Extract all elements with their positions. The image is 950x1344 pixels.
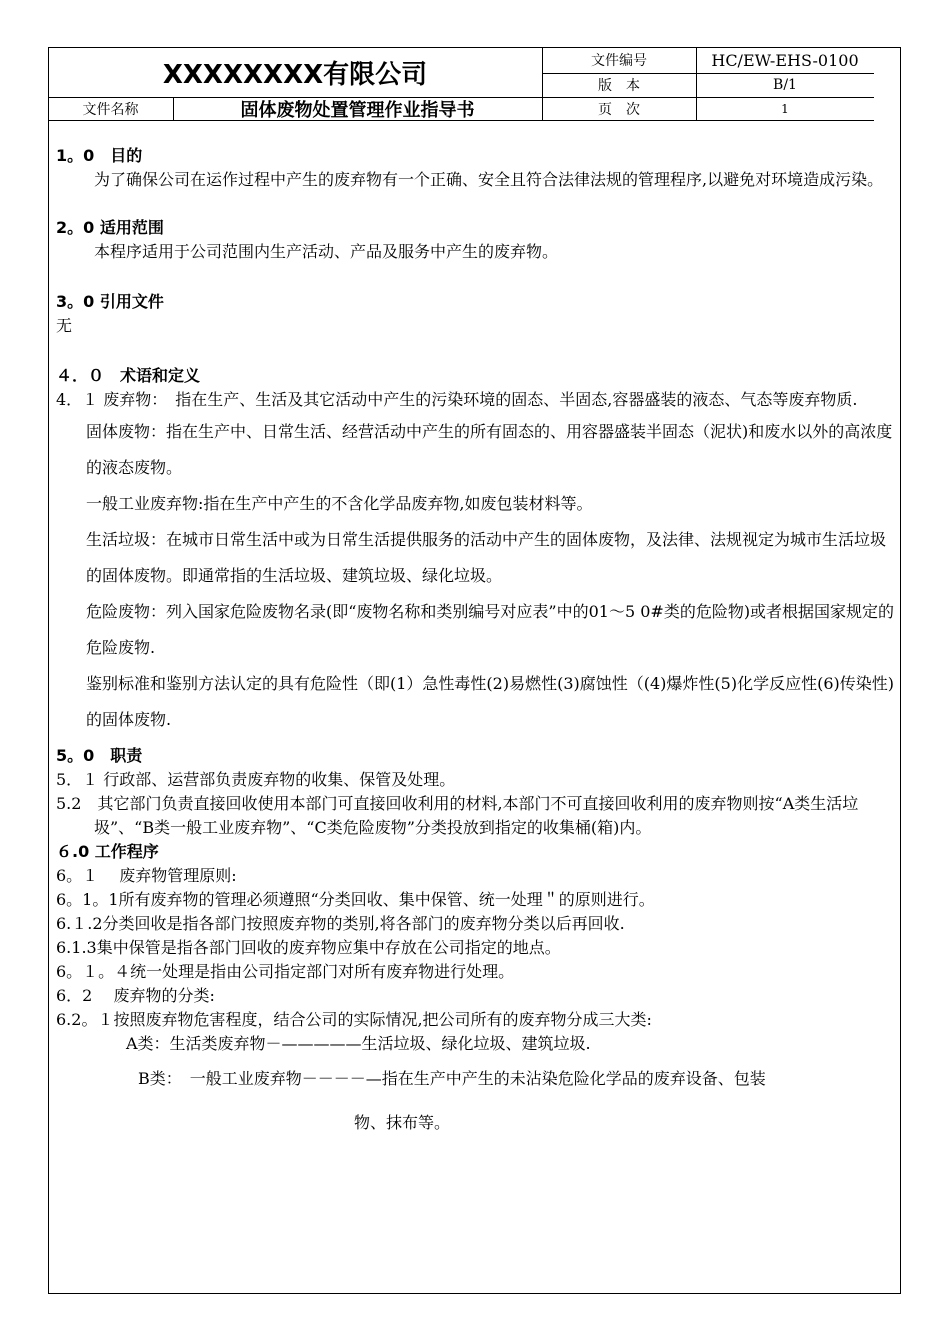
section-1-title: 1。0 目的 [56, 146, 143, 165]
procedure-6-1-4: 6。１。４统一处理是指由公司指定部门对所有废弃物进行处理。 [56, 962, 515, 981]
duty-5-1: 5．１ 行政部、运营部负责废弃物的收集、保管及处理。 [56, 770, 456, 789]
doc-number-label: 文件编号 [591, 53, 647, 69]
page-label: 页 次 [598, 101, 640, 118]
section-4-title: ４．０ 术语和定义 [56, 366, 201, 385]
section-5-title: 5。0 职责 [56, 746, 143, 765]
page-value: 1 [781, 101, 789, 116]
procedure-6-2: 6．2 废弃物的分类: [56, 986, 215, 1005]
section-2-title: 2。0 适用范围 [56, 218, 164, 237]
category-b [56, 1064, 896, 1094]
category-b-continued: 物、抹布等。 [354, 1113, 451, 1132]
term-industrial-waste: 一般工业废弃物:指在生产中产生的不含化学品废弃物,如废包装材料等。 [86, 494, 593, 513]
duty-5-2: 5.2 其它部门负责直接回收使用本部门可直接回收利用的材料,本部门不可直接回收利用的废弃物则按“A类生活垃圾”、“B类一般工业废弃物”、“C类危险废物”分类投放到指定的收集桶(箱)内。 [56, 794, 859, 837]
category-a: A类：生活类废弃物－—————生活垃圾、绿化垃圾、建筑垃圾. [126, 1034, 591, 1053]
section-6-title: ６.0 工作程序 [56, 842, 159, 861]
document-header [48, 47, 874, 120]
term-hazardous-waste: 危险废物：列入国家危险废物名录(即“废物名称和类别编号对应表”中的01～5 0#类的危险物)或者根据国家规定的危险废物. [86, 602, 895, 657]
category-b-emphasis: 指在生产中产生的 [381, 1069, 510, 1088]
section-2-text: 本程序适用于公司范围内生产活动、产品及服务中产生的废弃物。 [94, 242, 559, 261]
procedure-6-2-1: 6.2。１按照废弃物危害程度，结合公司的实际情况,把公司所有的废弃物分成三大类: [56, 1010, 652, 1029]
version-value: B/1 [773, 77, 797, 93]
document-body [56, 140, 896, 1138]
procedure-6-1-1: 6。1。1所有废弃物的管理必须遵照“分类回收、集中保管、统一处理＂的原则进行。 [56, 890, 655, 909]
doc-number-value: HC/EW-EHS-0100 [711, 50, 859, 70]
category-b-prefix: B类： 一般工业废弃物－－－－— [138, 1069, 382, 1088]
term-domestic-waste: 生活垃圾：在城市日常生活中或为日常生活提供服务的活动中产生的固体废物，及法律、法规视定为城市生活垃圾的固体废物。即通常指的生活垃圾、建筑垃圾、绿化垃圾。 [86, 530, 887, 585]
term-solid-waste: 固体废物：指在生产中、日常生活、经营活动中产生的所有固态的、用容器盛装半固态（泥状)和废水以外的高浓度的液态废物。 [86, 422, 893, 477]
doc-name-label: 文件名称 [82, 101, 139, 118]
procedure-6-1: 6。１ 废弃物管理原则: [56, 866, 237, 885]
term-identification: 鉴别标准和鉴别方法认定的具有危险性（即(1）急性毒性(2)易燃性(3)腐蚀性（(4)爆炸性(5)化学反应性(6)传染性)的固体废物. [86, 674, 894, 729]
term-waste: 4．１ 废弃物： 指在生产、生活及其它活动中产生的污染环境的固态、半固态,容器盛装的液态、气态等废弃物质. [56, 390, 858, 409]
category-b-rest: 未沾染危险化学品的废弃设备、包装 [509, 1069, 766, 1088]
section-1-text: 为了确保公司在运作过程中产生的废弃物有一个正确、安全且符合法律法规的管理程序,以避免对环境造成污染。 [94, 170, 884, 189]
section-3-title: 3。0 引用文件 [56, 292, 164, 311]
doc-name-value: 固体废物处置管理作业指导书 [240, 99, 475, 121]
procedure-6-1-2: 6.１.2分类回收是指各部门按照废弃物的类别,将各部门的废弃物分类以后再回收. [56, 914, 625, 933]
section-3-text: 无 [56, 316, 73, 335]
company-name: XXXXXXXX有限公司 [162, 59, 428, 90]
procedure-6-1-3: 6.1.3集中保管是指各部门回收的废弃物应集中存放在公司指定的地点。 [56, 938, 561, 957]
version-label: 版 本 [598, 78, 640, 94]
